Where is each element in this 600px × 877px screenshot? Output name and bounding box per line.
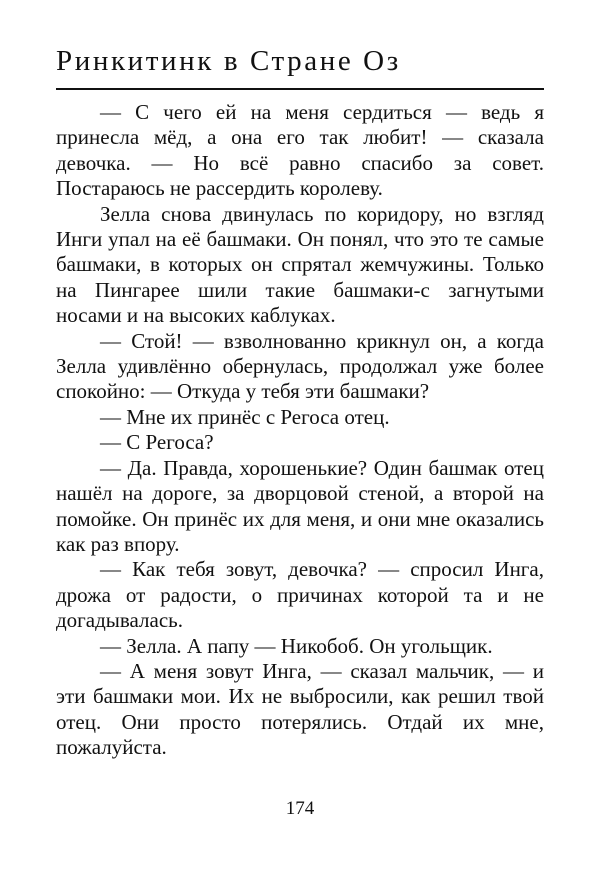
paragraph: — Стой! — взволнованно крикнул он, а когда Зелла удивлённо обернулась, продолжал уже более спокойно: — Откуда у тебя эти башмаки? (56, 328, 544, 404)
paragraph: Зелла снова двинулась по коридору, но взгляд Инги упал на её башмаки. Он понял, что это те самые башмаки, в которых он спрятал жемчужины. Только на Пингарее шили такие башмаки-с загнутыми носами и на высоких каблуках. (56, 201, 544, 328)
paragraph: — Да. Правда, хорошенькие? Один башмак отец нашёл на дороге, за дворцовой стеной, а второй на помойке. Он принёс их для меня, и они мне оказались как раз впору. (56, 455, 544, 556)
paragraph: — Мне их принёс с Регоса отец. (100, 404, 390, 429)
paragraph: — С Регоса? (100, 430, 214, 455)
paragraph: — С чего ей на меня сердиться — ведь я принесла мёд, а она его так любит! — сказала девочка. — Но всё равно спасибо за совет. Постараюсь не рассердить королеву. (56, 100, 544, 201)
running-head-title: Ринкитинк в Стране Оз (56, 45, 401, 77)
header-rule (56, 88, 544, 90)
body-text (56, 100, 544, 761)
paragraph: — Как тебя зовут, девочка? — спросил Инга, дрожа от радости, о причинах которой та и не догадывалась. (56, 557, 544, 633)
page-number: 174 (285, 798, 315, 819)
paragraph: — Зелла. А папу — Никобоб. Он угольщик. (100, 633, 493, 658)
paragraph: — А меня зовут Инга, — сказал мальчик, — и эти башмаки мои. Их не выбросили, как решил твой отец. Они просто потерялись. Отдай их мне, пожалуйста. (56, 658, 544, 760)
